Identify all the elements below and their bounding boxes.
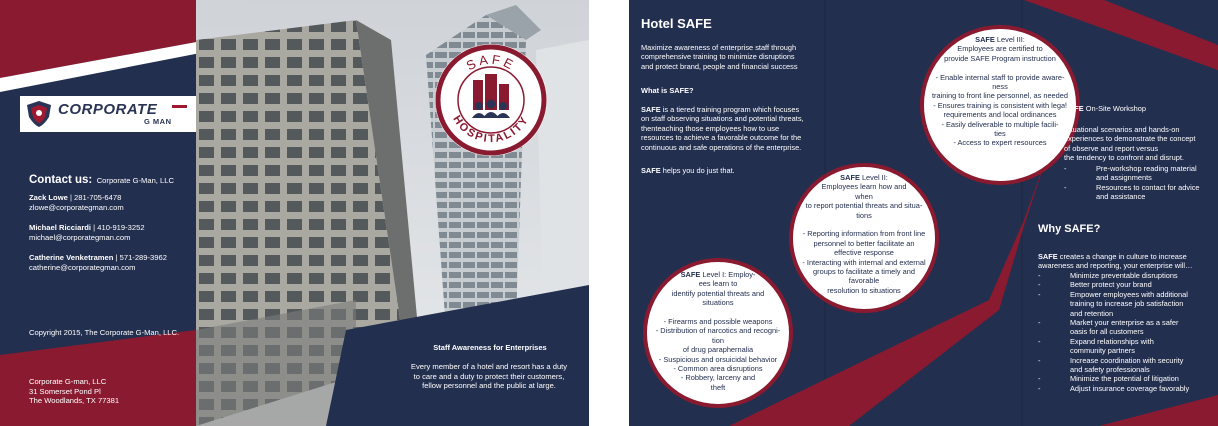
caption-line: Every member of a hotel and resort has a duty (410, 362, 568, 371)
workshop-text (1064, 125, 1195, 163)
spacer (793, 220, 935, 229)
person-email[interactable]: catherine@corporategman.com (29, 262, 136, 272)
level-line: - Suspicious and orsuicidal behavior (658, 354, 778, 364)
workshop-line: Situational scenarios and hands-on (1064, 125, 1180, 134)
level-line: - Interacting with internal and external (802, 257, 926, 267)
safe-lead: SAFE (1064, 104, 1084, 113)
level-line: Employees learn how and (821, 182, 907, 192)
address-line: The Woodlands, TX 77381 (29, 396, 120, 406)
level-title-rest: Level III: (994, 35, 1025, 44)
contact-company: Corporate G-Man, LLC (96, 176, 174, 185)
level-title: SAFE (680, 270, 701, 279)
level-line: ness (992, 82, 1008, 92)
logo-name: CORPORATE (58, 101, 158, 118)
person-phone: 571-289-3962 (119, 253, 167, 262)
level-2-text (793, 173, 935, 295)
contact-person-1: Zack Lowe | 281-705-6478 zlowe@corporategman.com (29, 193, 124, 212)
level-line: tions (856, 210, 872, 220)
contact-person-2: Michael Ricciardi | 410-919-3252 michael@corporategman.com (29, 223, 145, 242)
workshop-heading (1064, 104, 1146, 113)
badge-bottom-text: HOSPITALITY (450, 113, 532, 146)
why-heading: Why SAFE? (1038, 223, 1101, 235)
level-line: - Enable internal staff to provide aware- (935, 72, 1065, 82)
why-line: creates a change in culture to increase (1057, 252, 1187, 261)
logo-sub: G MAN (144, 117, 172, 126)
list-item: - Pre-workshop reading material and assignments (1064, 164, 1214, 183)
level-line: - Firearms and possible weapons (663, 317, 773, 327)
safe-lead: SAFE (641, 166, 661, 175)
contact-person-3: Catherine Venketramen | 571-289-3962 catherine@corporategman.com (29, 253, 167, 272)
person-phone: 281-705-6478 (74, 193, 122, 202)
level-line: theft (710, 382, 726, 392)
intro-line: Maximize awareness of enterprise staff through (641, 43, 797, 52)
logo-accent (172, 105, 187, 108)
level-line: personnel to better facilitate an (813, 238, 915, 248)
list-item: - Expand relationships with community partners (1038, 337, 1214, 356)
helps-text (641, 166, 735, 175)
level-3-text (924, 35, 1076, 148)
list-item: - Resources to contact for advice and assistance (1064, 183, 1214, 202)
level-line: training to front line personnel, as needed (932, 91, 1068, 101)
safe-lead: SAFE (641, 105, 661, 114)
level-line: identify potential threats and (671, 288, 765, 298)
list-item: - Better protect your brand (1038, 280, 1214, 289)
page-title: Hotel SAFE (641, 16, 712, 31)
what-line: resources to achieve a favorable outcome for the (641, 133, 802, 143)
brochure-outside-spread (0, 0, 589, 426)
spacer (647, 308, 789, 317)
person-name: Catherine Venketramen (29, 253, 114, 262)
caption-title: Staff Awareness for Enterprises (433, 343, 547, 352)
level-line: Employees are certified to (957, 44, 1043, 54)
what-line: thenteaching those employees how to use (641, 123, 780, 133)
person-email[interactable]: zlowe@corporategman.com (29, 202, 124, 212)
level-line: when (855, 191, 873, 201)
brochure-inside-spread (629, 0, 1218, 426)
level-line: effective response (834, 248, 894, 258)
what-line: is a tiered training program which focuses (660, 105, 800, 114)
person-name: Zack Lowe (29, 193, 68, 202)
level-line: - Robbery, larceny and (680, 373, 756, 383)
level-line: groups to facilitate a timely and (813, 267, 915, 277)
caption-line: to care and a duty to protect their customers, (413, 371, 565, 381)
level-title-rest: Level II: (859, 173, 888, 182)
intro-line: comprehensive training to minimize disruptions (641, 52, 795, 62)
intro-line: and protect brand, people and financial success (641, 61, 798, 71)
spacer (924, 63, 1076, 72)
helps-rest: helps you do just that. (660, 166, 735, 175)
badge-top-text: SAFE (463, 51, 519, 74)
workshop-line: the tendency to confront and disrupt. (1064, 153, 1184, 163)
workshop-line: of observe and report versus (1064, 143, 1159, 153)
level-line: - Easily deliverable to multiple facili- (941, 119, 1059, 129)
level-line: resolution to situations (827, 285, 901, 295)
safe-hospitality-badge (433, 42, 549, 158)
address-line: Corporate G-man, LLC (29, 377, 107, 386)
intro-text (641, 43, 798, 71)
person-email[interactable]: michael@corporategman.com (29, 232, 131, 242)
safe-lead: SAFE (1038, 252, 1058, 261)
level-line: - Access to expert resources (953, 138, 1047, 148)
list-item: - Market your enterprise as a safer oasis for all customers (1038, 318, 1214, 337)
level-title: SAFE (975, 35, 995, 44)
level-line: to report potential threats and situa- (805, 201, 923, 211)
workshop-line: experiences to demonstrate the concept (1064, 134, 1196, 144)
caption-line: fellow personnel and the public at large. (422, 381, 556, 391)
level-line: ees learn to (698, 279, 738, 289)
what-line: continuous and safe operations of the enterprise. (641, 142, 802, 152)
caption-body (404, 362, 574, 391)
contact-label: Contact us: (29, 174, 93, 186)
why-line: awareness and reporting, your enterprise will… (1038, 261, 1193, 271)
what-text (641, 105, 804, 152)
level-line: - Ensures training is consistent with legal (933, 100, 1067, 110)
level-line: situations (702, 298, 734, 308)
workshop-bullets (1064, 164, 1214, 202)
level-line: - Common area disruptions (673, 364, 763, 374)
level-line: - Reporting information from front line (802, 229, 926, 239)
person-phone: 410-919-3252 (97, 223, 145, 232)
list-item: - Minimize the potential of litigation (1038, 374, 1214, 383)
why-text (1038, 252, 1192, 271)
level-title: SAFE (840, 173, 860, 182)
level-line: tion (712, 335, 724, 345)
level-line: - Distribution of narcotics and recogni- (655, 326, 781, 336)
list-item: - Empower employees with additional training to increase job satisfaction and retention (1038, 290, 1214, 318)
list-item: - Adjust insurance coverage favorably (1038, 384, 1214, 393)
level-line: favorable (848, 276, 880, 286)
level-line: provide SAFE Program instruction (944, 53, 1056, 63)
list-item: - Increase coordination with security and safety professionals (1038, 356, 1214, 375)
level-title-rest: Level I: Employ- (700, 270, 756, 279)
mailing-address (29, 377, 119, 406)
what-line: on staff observing situations and potential threats, (641, 114, 804, 124)
level-line: ties (994, 129, 1006, 139)
person-name: Michael Ricciardi (29, 223, 92, 232)
level-3-circle (920, 25, 1080, 185)
contact-heading (29, 170, 174, 188)
what-heading: What is SAFE? (641, 86, 694, 95)
level-1-text (647, 270, 789, 392)
why-bullets (1038, 271, 1214, 393)
level-1-circle (643, 258, 793, 408)
corporate-gman-logo (20, 96, 196, 132)
level-line: of drug paraphernalia (682, 345, 754, 355)
level-2-circle (789, 163, 939, 313)
address-line: 31 Somerset Pond Pl (29, 386, 101, 396)
workshop-title: On-Site Workshop (1083, 104, 1147, 113)
copyright: Copyright 2015, The Corporate G-Man, LLC. (29, 328, 180, 337)
level-line: requirements and local ordinances (943, 110, 1057, 120)
list-item: - Minimize preventable disruptions (1038, 271, 1214, 280)
shield-icon (24, 99, 54, 129)
